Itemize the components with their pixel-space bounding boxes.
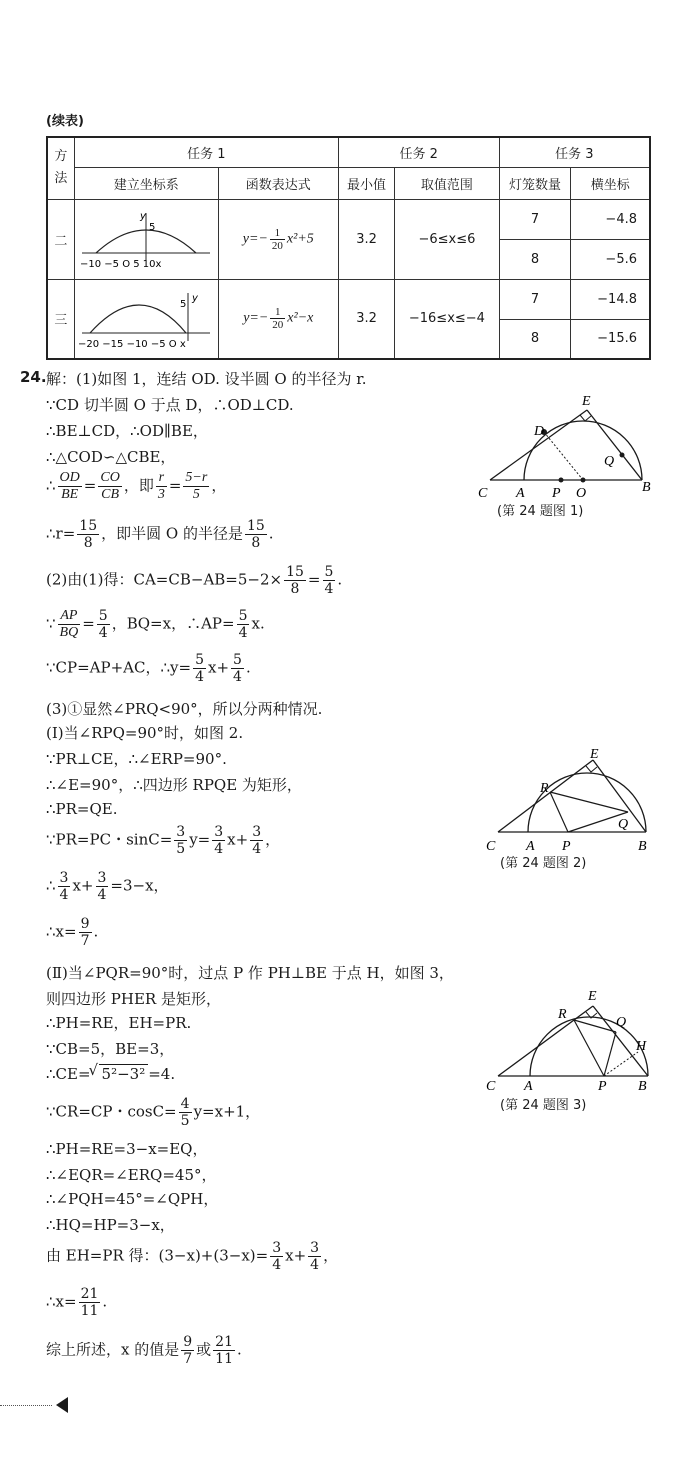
label-Q: Q bbox=[618, 817, 629, 832]
solution-line: ∵CD 切半圆 O 于点 D，∴OD⊥CD. bbox=[46, 396, 294, 414]
label-P: P bbox=[562, 839, 571, 854]
solution-line: ∴△COD∽△CBE， bbox=[46, 448, 176, 466]
function-expression: y=− $\frac{1}{20}$ x²+5 bbox=[218, 199, 338, 279]
solution-line: ∴x= $\frac{21}{11}$ . bbox=[46, 1286, 108, 1319]
label-A: A bbox=[516, 486, 525, 501]
label-B: B bbox=[642, 480, 651, 495]
solution-line: ∵PR⊥CE，∴∠ERP=90°. bbox=[46, 750, 227, 768]
label-R: R bbox=[558, 1007, 567, 1022]
label-B: B bbox=[638, 1079, 647, 1094]
label-B: B bbox=[638, 839, 647, 854]
solution-line: ∴∠EQR=∠ERQ=45°， bbox=[46, 1166, 217, 1184]
solution-line: ∵CB=5，BE=3， bbox=[46, 1040, 175, 1058]
method-cell: 二 bbox=[47, 199, 74, 279]
sub-header: 最小值 bbox=[338, 167, 394, 199]
label-O: O bbox=[576, 486, 587, 501]
coordinate-graph bbox=[74, 279, 218, 359]
solution-line: ∴r= $\frac{15}{8}$ ，即半圆 O 的半径是 $\frac{15}{8}$ . bbox=[46, 518, 274, 551]
lantern-count: 8 bbox=[499, 319, 571, 359]
task3-header: 任务 3 bbox=[499, 137, 650, 167]
x-coordinate: −15.6 bbox=[571, 319, 650, 359]
solution-line: ∴∠PQH=45°=∠QPH， bbox=[46, 1190, 219, 1208]
x-coordinate: −5.6 bbox=[571, 239, 650, 279]
label-E: E bbox=[582, 394, 591, 409]
method-cell: 三 bbox=[47, 279, 74, 359]
solution-line: ∴ $\frac{OD}{BE}$ = $\frac{CO}{CB}$ ，即 $\frac{r}{3}$ = $\frac{5-r}{5}$ ， bbox=[46, 470, 227, 502]
axis-y-label: y bbox=[192, 292, 199, 304]
axis-ticks: −20 −15 −10 −5 O x bbox=[78, 338, 186, 350]
x-coordinate: −4.8 bbox=[571, 199, 650, 239]
solution-line: ∴PR=QE. bbox=[46, 800, 118, 818]
axis-y-label: y bbox=[140, 211, 147, 222]
axis-5-label: 5 bbox=[149, 222, 156, 233]
method-header: 方法 bbox=[47, 137, 74, 199]
solution-line: 综上所述，x 的值是 $\frac{9}{7}$ 或 $\frac{21}{11}$ . bbox=[46, 1334, 242, 1367]
solution-line: ∴x= $\frac{9}{7}$ . bbox=[46, 916, 99, 949]
solution-line: 由 EH=PR 得：(3−x)+(3−x)= $\frac{3}{4}$ x+ $\frac{3}{4}$ ， bbox=[46, 1240, 339, 1273]
coordinate-graph bbox=[74, 199, 218, 279]
solution-line: (3)①显然∠PRQ<90°，所以分两种情况. bbox=[46, 700, 323, 718]
solution-line: ∴ $\frac{3}{4}$ x+ $\frac{3}{4}$ =3−x， bbox=[46, 870, 169, 903]
figure-1-caption: (第 24 题图 1) bbox=[497, 504, 584, 519]
solution-line: ∴PH=RE，EH=PR. bbox=[46, 1014, 192, 1032]
sub-header: 函数表达式 bbox=[218, 167, 338, 199]
solution-line: ∵PR=PC・sinC= $\frac{3}{5}$ y= $\frac{3}{4}$ x+ $\frac{3}{4}$ ， bbox=[46, 824, 281, 857]
task-table bbox=[46, 136, 651, 360]
solution-line: (Ⅱ)当∠PQR=90°时，过点 P 作 PH⊥BE 于点 H，如图 3， bbox=[46, 964, 454, 982]
solution-line: (2)由(1)得：CA=CB−AB=5−2× $\frac{15}{8}$ = $\frac{5}{4}$ . bbox=[46, 564, 343, 597]
value-range: −16≤x≤−4 bbox=[395, 279, 499, 359]
min-value: 3.2 bbox=[338, 279, 394, 359]
figure-2 bbox=[478, 740, 668, 860]
label-A: A bbox=[524, 1079, 533, 1094]
figure-2-caption: (第 24 题图 2) bbox=[500, 856, 587, 871]
lantern-count: 8 bbox=[499, 239, 571, 279]
task1-header: 任务 1 bbox=[74, 137, 338, 167]
task2-header: 任务 2 bbox=[338, 137, 499, 167]
axis-5-label: 5 bbox=[180, 298, 187, 310]
label-A: A bbox=[526, 839, 535, 854]
label-P: P bbox=[598, 1079, 607, 1094]
lantern-count: 7 bbox=[499, 279, 571, 319]
solution-line: ∴PH=RE=3−x=EQ， bbox=[46, 1140, 208, 1158]
solution-line: (Ⅰ)当∠RPQ=90°时，如图 2. bbox=[46, 724, 244, 742]
solution-line: ∵CR=CP・cosC= $\frac{4}{5}$ y=x+1， bbox=[46, 1096, 261, 1129]
label-D: D bbox=[534, 424, 545, 439]
solution-line: ∵ $\frac{AP}{BQ}$ = $\frac{5}{4}$ ，BQ=x，∴AP= $\frac{5}{4}$ x. bbox=[46, 608, 265, 641]
label-Q: Q bbox=[616, 1015, 627, 1030]
solution-line: ∴HQ=HP=3−x， bbox=[46, 1216, 175, 1234]
label-E: E bbox=[588, 989, 597, 1004]
sub-header: 灯笼数量 bbox=[499, 167, 571, 199]
x-coordinate: −14.8 bbox=[571, 279, 650, 319]
label-C: C bbox=[486, 839, 496, 854]
sub-header: 横坐标 bbox=[571, 167, 650, 199]
continued-label: (续表) bbox=[46, 114, 84, 129]
min-value: 3.2 bbox=[338, 199, 394, 279]
footer-dotted-line bbox=[0, 1405, 52, 1406]
label-R: R bbox=[540, 781, 549, 796]
axis-ticks: −10 −5 O 5 10x bbox=[80, 259, 162, 270]
solution-line: 则四边形 PHER 是矩形， bbox=[46, 990, 221, 1008]
lantern-count: 7 bbox=[499, 199, 571, 239]
triangle-left-icon bbox=[56, 1397, 68, 1413]
sub-header: 取值范围 bbox=[395, 167, 499, 199]
label-P: P bbox=[552, 486, 561, 501]
label-E: E bbox=[590, 747, 599, 762]
solution-line: ∴BE⊥CD，∴OD∥BE， bbox=[46, 422, 208, 440]
solution-line: ∵CP=AP+AC，∴y= $\frac{5}{4}$ x+ $\frac{5}{4}$ . bbox=[46, 652, 251, 685]
sub-header: 建立坐标系 bbox=[74, 167, 218, 199]
label-C: C bbox=[486, 1079, 496, 1094]
label-H: H bbox=[636, 1039, 647, 1054]
value-range: −6≤x≤6 bbox=[395, 199, 499, 279]
figure-3 bbox=[478, 982, 668, 1097]
label-C: C bbox=[478, 486, 488, 501]
function-expression: y=− $\frac{1}{20}$ x²−x bbox=[218, 279, 338, 359]
solution-line: ∴CE= √ 5²−3² =4. bbox=[46, 1061, 176, 1083]
figure-3-caption: (第 24 题图 3) bbox=[500, 1098, 587, 1113]
label-Q: Q bbox=[604, 454, 615, 469]
problem-number: 24. bbox=[20, 368, 47, 386]
solution-line: ∴∠E=90°，∴四边形 RPQE 为矩形， bbox=[46, 776, 302, 794]
solution-line: 解：(1)如图 1，连结 OD. 设半圆 O 的半径为 r. bbox=[46, 370, 367, 388]
